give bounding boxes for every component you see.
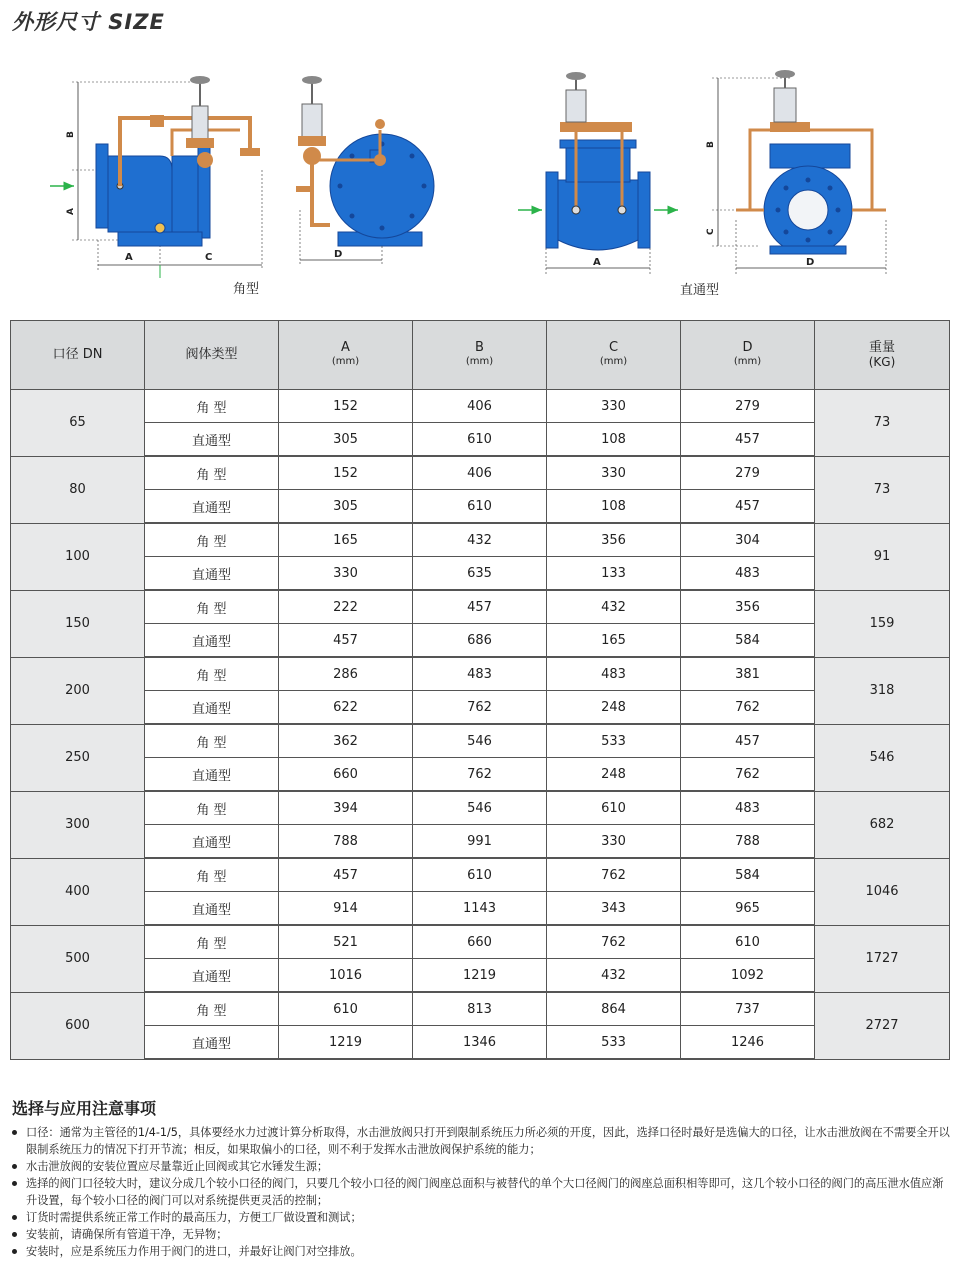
cell-c: 343 <box>547 892 681 926</box>
cell-d: 762 <box>681 691 815 725</box>
header-b-unit: (mm) <box>465 356 494 367</box>
cell-type: 角 型 <box>145 791 279 825</box>
cell-a: 305 <box>279 423 413 457</box>
cell-a: 521 <box>279 925 413 959</box>
table-row <box>11 523 950 557</box>
cell-d: 483 <box>681 557 815 591</box>
cell-dn: 250 <box>11 724 145 791</box>
cell-d: 381 <box>681 657 815 691</box>
header-b-label: B <box>475 340 484 355</box>
cell-b: 610 <box>413 423 547 457</box>
angle-valve-side-view <box>50 76 262 278</box>
header-dn: 口径 DN <box>11 321 145 390</box>
cell-b: 1346 <box>413 1026 547 1060</box>
header-d-label: D <box>742 340 753 355</box>
dim-c-label: C <box>205 252 213 263</box>
cell-c: 432 <box>547 959 681 993</box>
cell-dn: 300 <box>11 791 145 858</box>
dim-a-straight-label: A <box>593 257 601 268</box>
notes-list <box>10 1124 952 1260</box>
cell-type: 角 型 <box>145 523 279 557</box>
dim-a-label: A <box>66 208 76 215</box>
cell-c: 108 <box>547 490 681 524</box>
table-row <box>11 1026 950 1060</box>
cell-b: 610 <box>413 858 547 892</box>
cell-a: 362 <box>279 724 413 758</box>
cell-b: 991 <box>413 825 547 859</box>
cell-c: 432 <box>547 590 681 624</box>
cell-c: 165 <box>547 624 681 658</box>
cell-b: 406 <box>413 456 547 490</box>
cell-a: 152 <box>279 456 413 490</box>
header-weight-label: 重量 <box>868 340 895 355</box>
table-row <box>11 657 950 691</box>
cell-type: 直通型 <box>145 825 279 859</box>
cell-weight: 159 <box>815 590 950 657</box>
cell-type: 角 型 <box>145 724 279 758</box>
cell-d: 762 <box>681 758 815 792</box>
table-row <box>11 557 950 591</box>
table-row <box>11 490 950 524</box>
cell-c: 248 <box>547 758 681 792</box>
cell-b: 1143 <box>413 892 547 926</box>
cell-c: 762 <box>547 858 681 892</box>
dim-d-label: D <box>334 249 343 260</box>
cell-dn: 80 <box>11 456 145 523</box>
cell-a: 1219 <box>279 1026 413 1060</box>
cell-c: 330 <box>547 456 681 490</box>
cell-a: 610 <box>279 992 413 1026</box>
note-item: 安装前，请确保所有管道干净，无异物； <box>10 1226 952 1243</box>
table-row <box>11 925 950 959</box>
dim-c-straight-label: C <box>706 228 716 235</box>
cell-b: 406 <box>413 390 547 423</box>
angle-valve-front-view <box>296 76 434 266</box>
cell-type: 角 型 <box>145 590 279 624</box>
cell-type: 直通型 <box>145 423 279 457</box>
header-a-label: A <box>341 340 350 355</box>
cell-type: 直通型 <box>145 758 279 792</box>
cell-d: 584 <box>681 858 815 892</box>
header-c <box>547 321 681 390</box>
note-item: 选择的阀门口径较大时，建议分成几个较小口径的阀门，只要几个较小口径的阀门阀座总面积与被替代的单个大口径阀门的阀座总面积相等即可，这几个较小口径的阀门的高压泄水值应渐升设置，每个较小口径的阀门可以对系统提供更灵活的控制； <box>10 1175 952 1209</box>
cell-b: 686 <box>413 624 547 658</box>
table-row <box>11 724 950 758</box>
cell-type: 角 型 <box>145 390 279 423</box>
cell-a: 457 <box>279 624 413 658</box>
cell-d: 279 <box>681 456 815 490</box>
cell-d: 1092 <box>681 959 815 993</box>
cell-a: 152 <box>279 390 413 423</box>
cell-b: 457 <box>413 590 547 624</box>
cell-c: 533 <box>547 724 681 758</box>
table-row <box>11 892 950 926</box>
cell-type: 直通型 <box>145 624 279 658</box>
cell-b: 432 <box>413 523 547 557</box>
cell-d: 457 <box>681 423 815 457</box>
table-row <box>11 992 950 1026</box>
header-b <box>413 321 547 390</box>
header-weight-unit: (KG) <box>868 355 896 369</box>
cell-type: 直通型 <box>145 892 279 926</box>
angle-type-caption: 角型 <box>233 282 260 297</box>
cell-d: 356 <box>681 590 815 624</box>
cell-b: 762 <box>413 691 547 725</box>
cell-d: 279 <box>681 390 815 423</box>
cell-weight: 1046 <box>815 858 950 925</box>
cell-type: 直通型 <box>145 490 279 524</box>
dim-b-straight-label: B <box>706 141 716 148</box>
cell-b: 483 <box>413 657 547 691</box>
cell-c: 610 <box>547 791 681 825</box>
table-row <box>11 791 950 825</box>
dim-a-bottom-label: A <box>125 252 133 263</box>
table-row <box>11 959 950 993</box>
note-item: 订货时需提供系统正常工作时的最高压力，方便工厂做设置和测试； <box>10 1209 952 1226</box>
table-row <box>11 758 950 792</box>
cell-weight: 73 <box>815 456 950 523</box>
cell-a: 286 <box>279 657 413 691</box>
cell-type: 直通型 <box>145 959 279 993</box>
straight-valve-side-view <box>518 72 678 274</box>
header-d-unit: (mm) <box>733 356 762 367</box>
cell-a: 1016 <box>279 959 413 993</box>
cell-type: 角 型 <box>145 925 279 959</box>
table-row <box>11 858 950 892</box>
cell-dn: 500 <box>11 925 145 992</box>
cell-dn: 100 <box>11 523 145 590</box>
note-item: 水击泄放阀的安装位置应尽量靠近止回阀或其它水锤发生源； <box>10 1158 952 1175</box>
cell-c: 330 <box>547 390 681 423</box>
cell-d: 788 <box>681 825 815 859</box>
dim-d-straight-label: D <box>806 257 815 268</box>
cell-c: 864 <box>547 992 681 1026</box>
cell-d: 737 <box>681 992 815 1026</box>
table-row <box>11 423 950 457</box>
cell-c: 483 <box>547 657 681 691</box>
cell-b: 546 <box>413 724 547 758</box>
cell-weight: 682 <box>815 791 950 858</box>
table-row <box>11 456 950 490</box>
cell-a: 305 <box>279 490 413 524</box>
table-row <box>11 825 950 859</box>
cell-b: 762 <box>413 758 547 792</box>
cell-b: 660 <box>413 925 547 959</box>
cell-weight: 73 <box>815 390 950 457</box>
header-a <box>279 321 413 390</box>
header-type: 阀体类型 <box>145 321 279 390</box>
cell-a: 622 <box>279 691 413 725</box>
cell-weight: 1727 <box>815 925 950 992</box>
note-item: 口径：通常为主管径的1/4-1/5，具体要经水力过渡计算分析取得，水击泄放阀只打开到限制系统压力所必须的开度，因此，选择口径时最好是选偏大的口径，让水击泄放阀在不需要全开以限制系统压力的情况下打开节流；相反，如果取偏小的口径，则不利于发挥水击泄放阀保护系统的能力； <box>10 1124 952 1158</box>
cell-type: 直通型 <box>145 1026 279 1060</box>
cell-type: 角 型 <box>145 456 279 490</box>
note-item: 安装时，应是系统压力作用于阀门的进口，并最好让阀门对空排放。 <box>10 1243 952 1260</box>
cell-c: 248 <box>547 691 681 725</box>
page-title: 外形尺寸 SIZE <box>12 10 165 34</box>
cell-b: 546 <box>413 791 547 825</box>
straight-valve-front-view <box>706 70 886 274</box>
straight-type-caption: 直通型 <box>680 283 720 298</box>
dim-b-label: B <box>66 131 76 138</box>
table-row <box>11 390 950 423</box>
cell-dn: 200 <box>11 657 145 724</box>
cell-dn: 150 <box>11 590 145 657</box>
header-c-label: C <box>608 340 619 355</box>
cell-c: 330 <box>547 825 681 859</box>
cell-type: 角 型 <box>145 657 279 691</box>
cell-c: 356 <box>547 523 681 557</box>
cell-a: 222 <box>279 590 413 624</box>
cell-type: 直通型 <box>145 557 279 591</box>
cell-d: 483 <box>681 791 815 825</box>
cell-a: 660 <box>279 758 413 792</box>
table-row <box>11 691 950 725</box>
valve-drawings <box>0 60 960 310</box>
table-header-row <box>11 321 950 390</box>
cell-d: 584 <box>681 624 815 658</box>
cell-dn: 400 <box>11 858 145 925</box>
cell-a: 788 <box>279 825 413 859</box>
cell-a: 330 <box>279 557 413 591</box>
cell-d: 610 <box>681 925 815 959</box>
dimension-diagrams <box>0 60 960 310</box>
cell-weight: 91 <box>815 523 950 590</box>
cell-weight: 318 <box>815 657 950 724</box>
cell-dn: 65 <box>11 390 145 457</box>
cell-b: 1219 <box>413 959 547 993</box>
cell-d: 304 <box>681 523 815 557</box>
cell-a: 914 <box>279 892 413 926</box>
cell-d: 457 <box>681 724 815 758</box>
cell-c: 533 <box>547 1026 681 1060</box>
notes-title: 选择与应用注意事项 <box>12 1099 157 1118</box>
cell-d: 965 <box>681 892 815 926</box>
cell-a: 394 <box>279 791 413 825</box>
table-row <box>11 624 950 658</box>
cell-type: 角 型 <box>145 858 279 892</box>
table-body <box>11 390 950 1060</box>
cell-b: 610 <box>413 490 547 524</box>
header-c-unit: (mm) <box>599 356 628 367</box>
cell-d: 457 <box>681 490 815 524</box>
cell-type: 直通型 <box>145 691 279 725</box>
cell-c: 762 <box>547 925 681 959</box>
cell-dn: 600 <box>11 992 145 1059</box>
header-a-unit: (mm) <box>331 356 360 367</box>
cell-c: 108 <box>547 423 681 457</box>
cell-a: 457 <box>279 858 413 892</box>
cell-a: 165 <box>279 523 413 557</box>
header-d <box>681 321 815 390</box>
header-weight <box>815 321 950 390</box>
cell-b: 813 <box>413 992 547 1026</box>
cell-d: 1246 <box>681 1026 815 1060</box>
table-row <box>11 590 950 624</box>
cell-c: 133 <box>547 557 681 591</box>
cell-type: 角 型 <box>145 992 279 1026</box>
cell-weight: 546 <box>815 724 950 791</box>
cell-weight: 2727 <box>815 992 950 1059</box>
cell-b: 635 <box>413 557 547 591</box>
dimension-table <box>10 320 950 1060</box>
